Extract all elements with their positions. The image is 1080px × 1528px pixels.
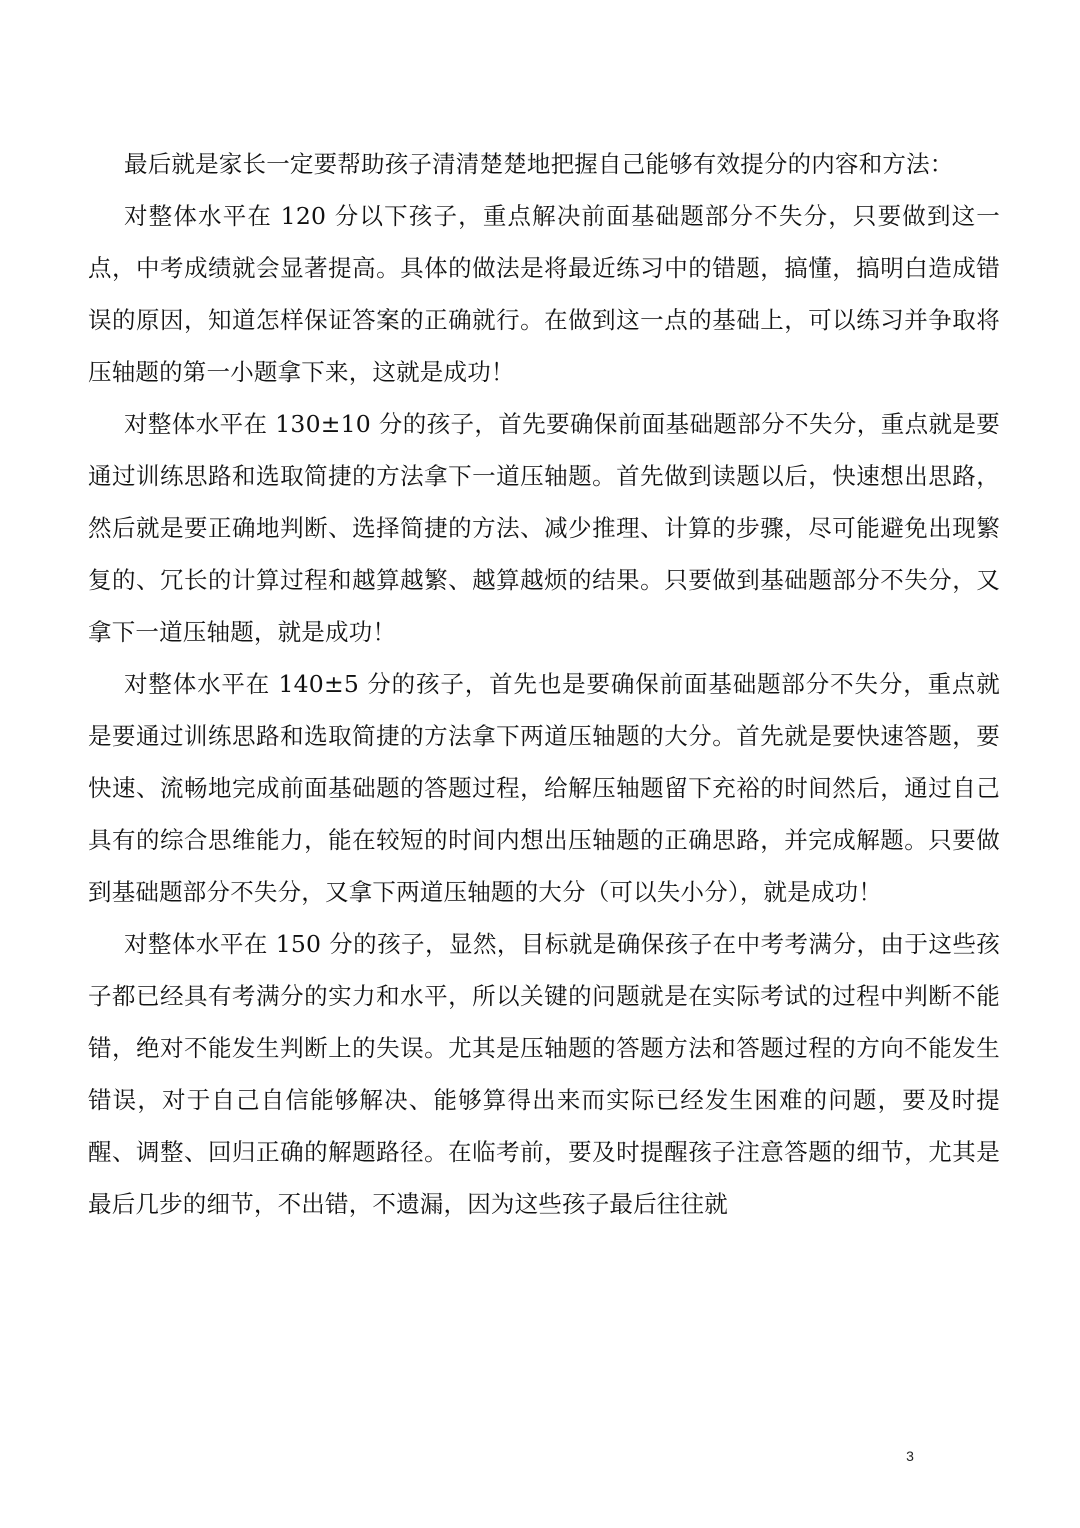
- paragraph-150: 对整体水平在 150 分的孩子，显然，目标就是确保孩子在中考考满分，由于这些孩子都已经具有考满分的实力和水平，所以关键的问题就是在实际考试的过程中判断不能错，绝对不能发生判断上的失误。尤其是压轴题的答题方法和答题过程的方向不能发生错误，对于自己自信能够解决、能够算得出来而实际已经发生困难的问题，要及时提醒、调整、回归正确的解题路径。在临考前，要及时提醒孩子注意答题的细节，尤其是最后几步的细节，不出错，不遗漏，因为这些孩子最后往往就: [88, 930, 1000, 1218]
- paragraph-140: 对整体水平在 140±5 分的孩子，首先也是要确保前面基础题部分不失分，重点就是要通过训练思路和选取简捷的方法拿下两道压轴题的大分。首先就是要快速答题，要快速、流畅地完成前面基础题的答题过程，给解压轴题留下充裕的时间然后，通过自己具有的综合思维能力，能在较短的时间内想出压轴题的正确思路，并完成解题。只要做到基础题部分不失分，又拿下两道压轴题的大分（可以失小分），就是成功！: [88, 670, 1000, 906]
- paragraph-130: 对整体水平在 130±10 分的孩子，首先要确保前面基础题部分不失分，重点就是要通过训练思路和选取简捷的方法拿下一道压轴题。首先做到读题以后，快速想出思路，然后就是要正确地判断、选择简捷的方法、减少推理、计算的步骤，尽可能避免出现繁复的、冗长的计算过程和越算越繁、越算越烦的结果。只要做到基础题部分不失分，又拿下一道压轴题，就是成功！: [88, 410, 1000, 646]
- page-number: 3: [906, 1448, 914, 1464]
- paragraph-intro: 最后就是家长一定要帮助孩子清清楚楚地把握自己能够有效提分的内容和方法：: [124, 150, 954, 178]
- paragraph-below-120: 对整体水平在 120 分以下孩子，重点解决前面基础题部分不失分，只要做到这一点，中考成绩就会显著提高。具体的做法是将最近练习中的错题，搞懂，搞明白造成错误的原因，知道怎样保证答案的正确就行。在做到这一点的基础上，可以练习并争取将压轴题的第一小题拿下来，这就是成功！: [88, 202, 1000, 386]
- body-text: [88, 138, 1000, 1230]
